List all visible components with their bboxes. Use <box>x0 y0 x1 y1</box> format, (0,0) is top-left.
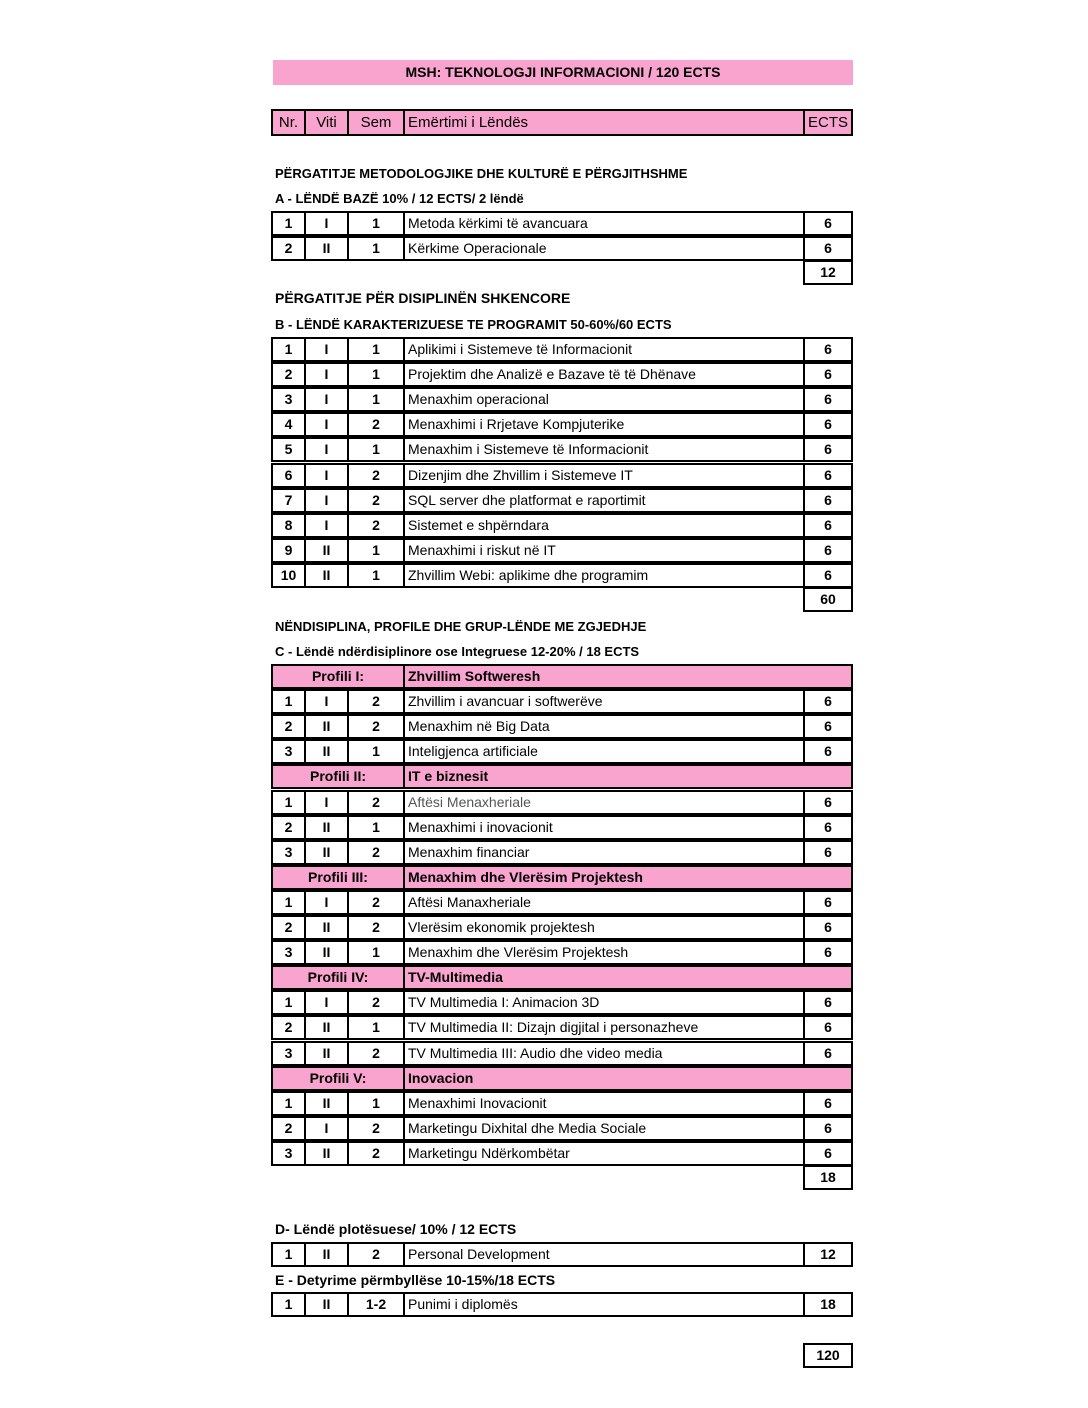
cell-ects: 12 <box>803 1242 853 1267</box>
cell-name: Projektim dhe Analizë e Bazave të të Dhënave <box>403 362 805 387</box>
cell-ects: 6 <box>803 488 853 513</box>
section-discipline: PËRGATITJE PËR DISIPLINËN SHKENCORE <box>275 290 571 306</box>
cell-nr: 2 <box>271 915 306 940</box>
table-row <box>271 840 853 865</box>
cell-name: Menaxhimi Inovacionit <box>403 1091 805 1116</box>
cell-sem: 2 <box>347 890 405 915</box>
cell-viti: II <box>304 1292 349 1317</box>
cell-ects: 6 <box>803 437 853 462</box>
table-row <box>271 337 853 362</box>
cell-name: Menaxhimi i inovacionit <box>403 815 805 840</box>
cell-ects: 6 <box>803 1041 853 1066</box>
cell-ects: 18 <box>803 1292 853 1317</box>
table-row <box>271 1116 853 1141</box>
cell-sem: 2 <box>347 915 405 940</box>
table-row <box>271 387 853 412</box>
ects-total: 18 <box>803 1165 853 1190</box>
cell-nr: 1 <box>271 337 306 362</box>
cell-viti: I <box>304 437 349 462</box>
cell-name: Menaxhim operacional <box>403 387 805 412</box>
cell-nr: 4 <box>271 412 306 437</box>
cell-name: SQL server dhe platformat e raportimit <box>403 488 805 513</box>
cell-sem: 2 <box>347 840 405 865</box>
cell-viti: I <box>304 1116 349 1141</box>
cell-nr: 3 <box>271 739 306 764</box>
section-e: E - Detyrime përmbyllëse 10-15%/18 ECTS <box>275 1272 556 1288</box>
cell-sem: 2 <box>347 990 405 1015</box>
cell-viti: I <box>304 990 349 1015</box>
cell-sem: 2 <box>347 790 405 815</box>
cell-name: Menaxhimi i Rrjetave Kompjuterike <box>403 412 805 437</box>
table-row <box>271 890 853 915</box>
cell-viti: I <box>304 513 349 538</box>
table-row <box>271 790 853 815</box>
table-row <box>271 815 853 840</box>
cell-viti: II <box>304 940 349 965</box>
ects-total: 60 <box>803 587 853 612</box>
profile-label: Profili III: <box>271 865 405 890</box>
cell-sem: 2 <box>347 689 405 714</box>
cell-viti: II <box>304 1041 349 1066</box>
cell-name: TV Multimedia II: Dizajn digjital i personazheve <box>403 1015 805 1040</box>
cell-sem: 1 <box>347 211 405 236</box>
total-row-a <box>271 260 853 285</box>
cell-name: Metoda kërkimi të avancuara <box>403 211 805 236</box>
cell-ects: 6 <box>803 915 853 940</box>
cell-sem: 2 <box>347 714 405 739</box>
cell-name: Marketingu Dixhital dhe Media Sociale <box>403 1116 805 1141</box>
cell-nr: 1 <box>271 689 306 714</box>
cell-ects: 6 <box>803 790 853 815</box>
cell-sem: 1 <box>347 940 405 965</box>
cell-name: TV Multimedia III: Audio dhe video media <box>403 1041 805 1066</box>
table-row <box>271 1041 853 1066</box>
cell-name: Dizenjim dhe Zhvillim i Sistemeve IT <box>403 463 805 488</box>
header-nr: Nr. <box>271 109 306 136</box>
section-methodology: PËRGATITJE METODOLOGJIKE DHE KULTURË E PËRGJITHSHME <box>275 166 688 181</box>
cell-viti: I <box>304 790 349 815</box>
profile-header-row <box>271 664 853 689</box>
table-row <box>271 1292 853 1317</box>
profile-label: Profili II: <box>271 764 405 789</box>
cell-ects: 6 <box>803 1141 853 1166</box>
cell-name: Aftësi Menaxheriale <box>403 790 805 815</box>
cell-ects: 6 <box>803 362 853 387</box>
table-row <box>271 1141 853 1166</box>
cell-ects: 6 <box>803 387 853 412</box>
cell-ects: 6 <box>803 739 853 764</box>
cell-ects: 6 <box>803 1091 853 1116</box>
cell-viti: II <box>304 1091 349 1116</box>
cell-nr: 6 <box>271 463 306 488</box>
cell-name: Menaxhimi i riskut në IT <box>403 538 805 563</box>
cell-ects: 6 <box>803 940 853 965</box>
cell-viti: II <box>304 815 349 840</box>
cell-sem: 1 <box>347 538 405 563</box>
cell-nr: 5 <box>271 437 306 462</box>
cell-nr: 1 <box>271 1292 306 1317</box>
table-row <box>271 689 853 714</box>
cell-viti: II <box>304 236 349 261</box>
cell-sem: 2 <box>347 1041 405 1066</box>
cell-sem: 2 <box>347 1141 405 1166</box>
header-name: Emërtimi i Lëndës <box>403 109 805 136</box>
grand-total-row <box>271 1343 853 1368</box>
cell-viti: I <box>304 337 349 362</box>
total-row-c <box>271 1165 853 1190</box>
section-subdisciplines: NËNDISIPLINA, PROFILE DHE GRUP-LËNDE ME ZGJEDHJE <box>275 619 647 634</box>
cell-name: Punimi i diplomës <box>403 1292 805 1317</box>
total-row-b <box>271 587 853 612</box>
cell-nr: 1 <box>271 890 306 915</box>
table-row <box>271 940 853 965</box>
cell-ects: 6 <box>803 337 853 362</box>
cell-ects: 6 <box>803 513 853 538</box>
cell-viti: I <box>304 463 349 488</box>
section-d: D- Lëndë plotësuese/ 10% / 12 ECTS <box>275 1221 517 1237</box>
cell-name: Inteligjenca artificiale <box>403 739 805 764</box>
table-row <box>271 1242 853 1267</box>
cell-name: Aftësi Manaxheriale <box>403 890 805 915</box>
cell-nr: 8 <box>271 513 306 538</box>
cell-name: Personal Development <box>403 1242 805 1267</box>
profile-header-row <box>271 1066 853 1091</box>
table-row <box>271 362 853 387</box>
cell-viti: II <box>304 1015 349 1040</box>
cell-viti: I <box>304 211 349 236</box>
cell-ects: 6 <box>803 211 853 236</box>
cell-nr: 1 <box>271 211 306 236</box>
cell-name: Menaxhim i Sistemeve të Informacionit <box>403 437 805 462</box>
cell-nr: 3 <box>271 387 306 412</box>
table-row <box>271 538 853 563</box>
cell-ects: 6 <box>803 815 853 840</box>
cell-nr: 3 <box>271 940 306 965</box>
table-row <box>271 1015 853 1040</box>
cell-nr: 10 <box>271 563 306 588</box>
cell-ects: 6 <box>803 990 853 1015</box>
cell-nr: 2 <box>271 714 306 739</box>
section-a: A - LËNDË BAZË 10% / 12 ECTS/ 2 lëndë <box>275 191 524 206</box>
cell-sem: 2 <box>347 463 405 488</box>
profile-label: Profili V: <box>271 1066 405 1091</box>
section-c: C - Lëndë ndërdisiplinore ose Integruese 12-20% / 18 ECTS <box>275 644 640 659</box>
cell-ects: 6 <box>803 1015 853 1040</box>
cell-nr: 2 <box>271 1015 306 1040</box>
cell-ects: 6 <box>803 1116 853 1141</box>
cell-nr: 2 <box>271 1116 306 1141</box>
profile-name: Zhvillim Softweresh <box>403 664 853 689</box>
cell-sem: 2 <box>347 412 405 437</box>
cell-ects: 6 <box>803 412 853 437</box>
cell-viti: I <box>304 362 349 387</box>
cell-viti: I <box>304 387 349 412</box>
cell-sem: 1 <box>347 387 405 412</box>
profile-name: TV-Multimedia <box>403 965 853 990</box>
cell-viti: II <box>304 714 349 739</box>
cell-sem: 1 <box>347 437 405 462</box>
header-viti: Viti <box>304 109 349 136</box>
profile-label: Profili IV: <box>271 965 405 990</box>
table-row <box>271 1091 853 1116</box>
cell-sem: 1 <box>347 563 405 588</box>
profile-name: IT e biznesit <box>403 764 853 789</box>
cell-nr: 1 <box>271 1242 306 1267</box>
table-row <box>271 513 853 538</box>
cell-name: Menaxhim në Big Data <box>403 714 805 739</box>
cell-nr: 2 <box>271 236 306 261</box>
table-row <box>271 463 853 488</box>
section-b: B - LËNDË KARAKTERIZUESE TE PROGRAMIT 50-60%/60 ECTS <box>275 317 672 332</box>
cell-viti: II <box>304 739 349 764</box>
cell-name: TV Multimedia I: Animacion 3D <box>403 990 805 1015</box>
cell-sem: 2 <box>347 1242 405 1267</box>
cell-sem: 1 <box>347 337 405 362</box>
program-title: MSH: TEKNOLOGJI INFORMACIONI / 120 ECTS <box>273 60 853 85</box>
profile-name: Menaxhim dhe Vlerësim Projektesh <box>403 865 853 890</box>
cell-nr: 1 <box>271 790 306 815</box>
profile-header-row <box>271 865 853 890</box>
cell-ects: 6 <box>803 714 853 739</box>
cell-nr: 2 <box>271 815 306 840</box>
cell-name: Marketingu Ndërkombëtar <box>403 1141 805 1166</box>
cell-name: Menaxhim financiar <box>403 840 805 865</box>
cell-ects: 6 <box>803 840 853 865</box>
profile-label: Profili I: <box>271 664 405 689</box>
cell-sem: 2 <box>347 488 405 513</box>
cell-viti: II <box>304 840 349 865</box>
table-header <box>271 109 853 136</box>
cell-ects: 6 <box>803 538 853 563</box>
cell-ects: 6 <box>803 463 853 488</box>
cell-sem: 2 <box>347 1116 405 1141</box>
table-row <box>271 714 853 739</box>
table-row <box>271 563 853 588</box>
table-row <box>271 412 853 437</box>
cell-ects: 6 <box>803 689 853 714</box>
cell-nr: 3 <box>271 1041 306 1066</box>
cell-viti: I <box>304 488 349 513</box>
cell-ects: 6 <box>803 563 853 588</box>
table-row <box>271 437 853 462</box>
cell-nr: 3 <box>271 1141 306 1166</box>
cell-name: Zhvillim i avancuar i softwerëve <box>403 689 805 714</box>
cell-name: Menaxhim dhe Vlerësim Projektesh <box>403 940 805 965</box>
cell-viti: II <box>304 1141 349 1166</box>
cell-viti: I <box>304 890 349 915</box>
table-row <box>271 236 853 261</box>
ects-total: 12 <box>803 260 853 285</box>
cell-sem: 1 <box>347 1015 405 1040</box>
table-row <box>271 211 853 236</box>
table-row <box>271 739 853 764</box>
profile-header-row <box>271 764 853 789</box>
cell-ects: 6 <box>803 890 853 915</box>
grand-total: 120 <box>803 1343 853 1368</box>
cell-name: Sistemet e shpërndara <box>403 513 805 538</box>
cell-nr: 1 <box>271 990 306 1015</box>
cell-sem: 1 <box>347 739 405 764</box>
header-ects: ECTS <box>803 109 853 136</box>
table-row <box>271 488 853 513</box>
cell-sem: 1-2 <box>347 1292 405 1317</box>
cell-name: Kërkime Operacionale <box>403 236 805 261</box>
table-row <box>271 990 853 1015</box>
cell-sem: 2 <box>347 513 405 538</box>
table-row <box>271 915 853 940</box>
cell-nr: 1 <box>271 1091 306 1116</box>
cell-sem: 1 <box>347 1091 405 1116</box>
cell-viti: II <box>304 1242 349 1267</box>
cell-viti: I <box>304 689 349 714</box>
cell-name: Aplikimi i Sistemeve të Informacionit <box>403 337 805 362</box>
profile-header-row <box>271 965 853 990</box>
cell-viti: II <box>304 563 349 588</box>
cell-sem: 1 <box>347 362 405 387</box>
header-sem: Sem <box>347 109 405 136</box>
cell-name: Zhvillim Webi: aplikime dhe programim <box>403 563 805 588</box>
cell-viti: II <box>304 538 349 563</box>
cell-name: Vlerësim ekonomik projektesh <box>403 915 805 940</box>
cell-nr: 3 <box>271 840 306 865</box>
cell-nr: 7 <box>271 488 306 513</box>
cell-nr: 2 <box>271 362 306 387</box>
cell-ects: 6 <box>803 236 853 261</box>
profile-name: Inovacion <box>403 1066 853 1091</box>
cell-sem: 1 <box>347 236 405 261</box>
cell-sem: 1 <box>347 815 405 840</box>
cell-viti: II <box>304 915 349 940</box>
cell-nr: 9 <box>271 538 306 563</box>
cell-viti: I <box>304 412 349 437</box>
